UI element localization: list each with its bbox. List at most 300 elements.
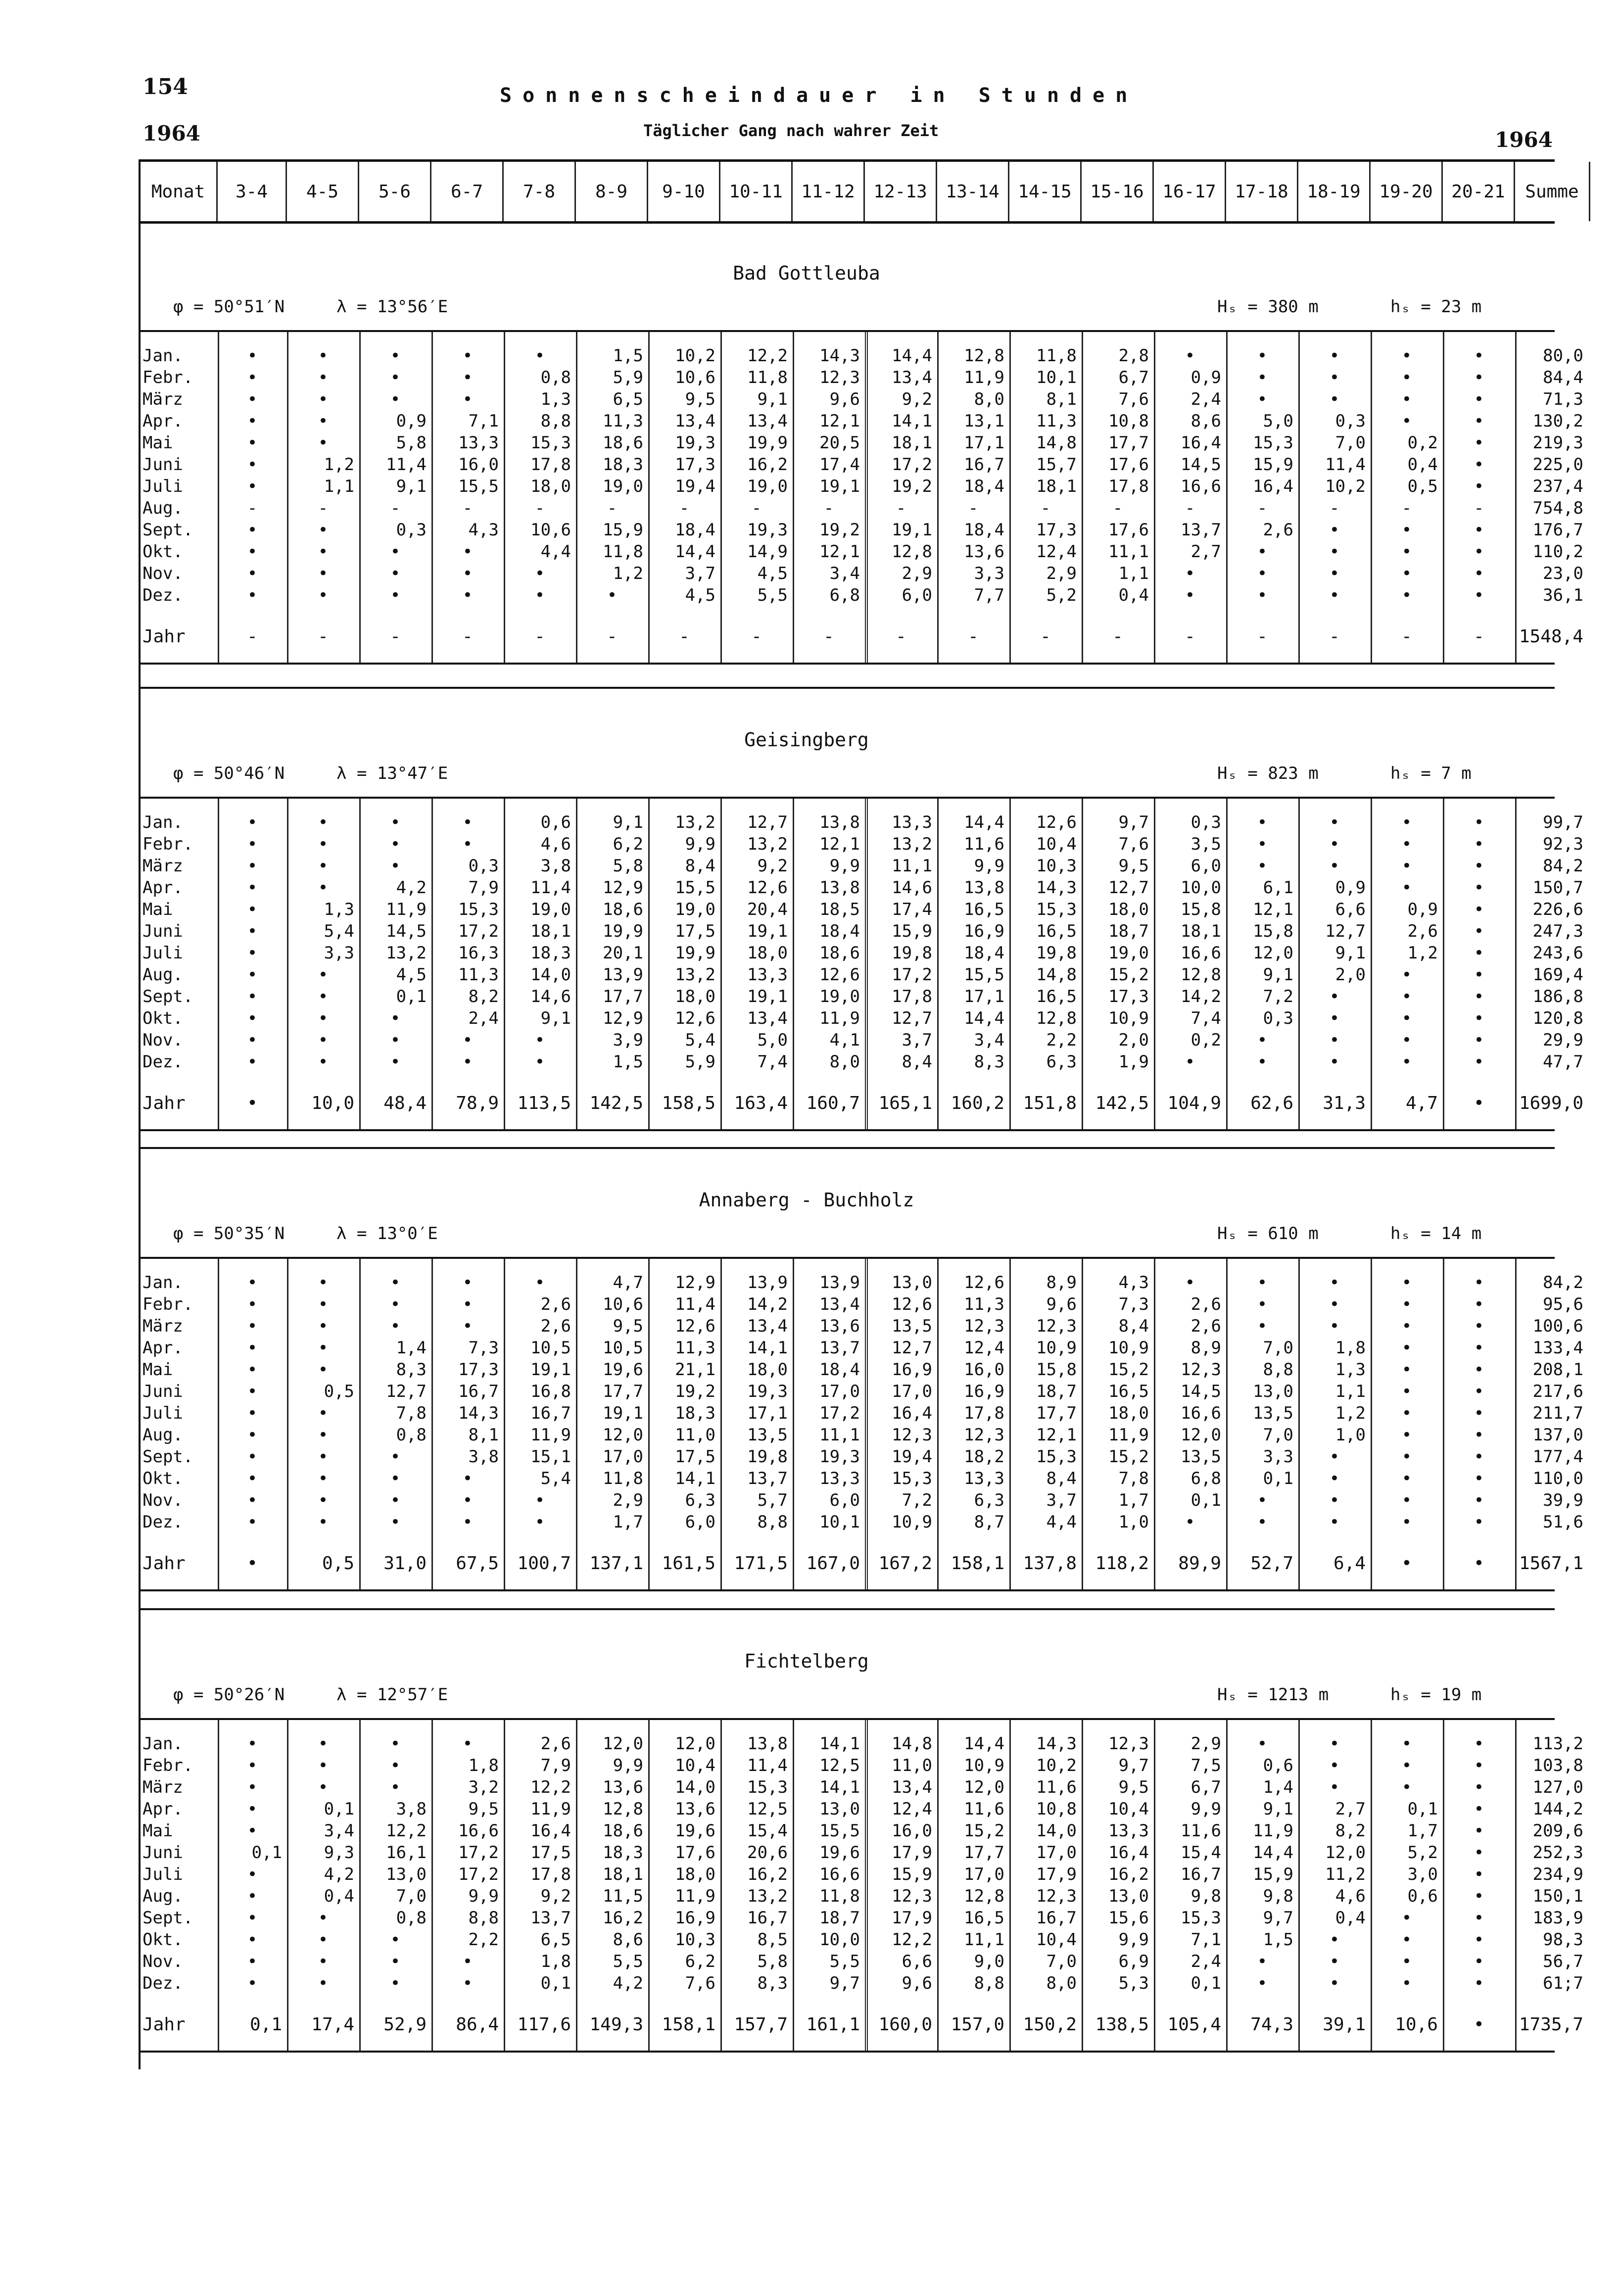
column-header-hour: 14-15 xyxy=(1009,162,1082,221)
hour-cell: 12,6 xyxy=(1036,813,1077,832)
hour-cell: 12,8 xyxy=(892,542,932,562)
hour-cell: • xyxy=(318,1469,329,1488)
hour-cell: 113,5 xyxy=(517,1093,571,1113)
hour-cell: 18,2 xyxy=(964,1447,1004,1467)
hour-cell: 5,9 xyxy=(685,1052,715,1072)
hour-cell: • xyxy=(1329,520,1340,540)
hour-cell: 18,4 xyxy=(819,921,860,941)
hour-cell: - xyxy=(607,626,618,647)
hour-cell: 9,7 xyxy=(1118,813,1149,832)
hour-cell: • xyxy=(318,433,329,453)
summe-cell: 133,4 xyxy=(1532,1338,1583,1358)
hour-cell: • xyxy=(318,520,329,540)
hour-cell: • xyxy=(462,1973,473,1993)
hour-cell: • xyxy=(1185,1512,1195,1532)
hour-cell: 1,3 xyxy=(1335,1360,1366,1380)
column-header-hour: 17-18 xyxy=(1226,162,1298,221)
hour-cell: 0,8 xyxy=(396,1425,427,1445)
hour-cell: • xyxy=(462,1512,473,1532)
hour-cell: 8,8 xyxy=(757,1512,788,1532)
hour-cell: 0,9 xyxy=(1407,900,1438,919)
hour-cell: • xyxy=(462,542,473,562)
hour-cell: • xyxy=(1329,1490,1340,1510)
station-height: Hₛ = 823 m xyxy=(1217,764,1319,783)
hour-cell: 0,1 xyxy=(1407,1799,1438,1819)
hour-cell: 16,6 xyxy=(1181,943,1221,963)
summe-cell: 103,8 xyxy=(1532,1756,1583,1775)
hour-cell: • xyxy=(462,585,473,605)
hour-cell: 12,0 xyxy=(964,1777,1004,1797)
hour-cell: 16,5 xyxy=(1108,1382,1149,1401)
hour-cell: 17,3 xyxy=(675,455,715,475)
hour-cell: • xyxy=(1401,1734,1412,1754)
hour-cell: 12,3 xyxy=(892,1425,932,1445)
hour-cell: • xyxy=(247,1952,258,1971)
hour-cell: 19,0 xyxy=(1108,943,1149,963)
hour-cell: 17,6 xyxy=(675,1843,715,1863)
hour-cell: 14,5 xyxy=(1181,455,1221,475)
hour-cell: 11,4 xyxy=(675,1294,715,1314)
hour-cell: • xyxy=(1257,1273,1268,1292)
summe-cell: 1567,1 xyxy=(1519,1553,1583,1574)
hour-cell: 0,6 xyxy=(1263,1756,1293,1775)
table-row xyxy=(139,1972,1583,1994)
hour-cell: • xyxy=(1329,1930,1340,1950)
hour-cell: 13,3 xyxy=(892,813,932,832)
hour-cell: 11,6 xyxy=(1181,1821,1221,1841)
summe-cell: 247,3 xyxy=(1532,921,1583,941)
hour-cell: 3,0 xyxy=(1407,1865,1438,1884)
hour-cell: • xyxy=(462,564,473,583)
hour-cell: 12,5 xyxy=(747,1799,788,1819)
hour-cell: - xyxy=(751,626,762,647)
table-row xyxy=(139,1315,1583,1337)
hour-cell: 13,4 xyxy=(747,1008,788,1028)
hour-cell: • xyxy=(390,389,401,409)
hour-cell: 15,9 xyxy=(1253,455,1293,475)
hour-cell: • xyxy=(318,1777,329,1797)
hour-cell: 151,8 xyxy=(1023,1093,1077,1113)
month-label: Nov. xyxy=(143,1490,183,1510)
hour-cell: 14,1 xyxy=(675,1469,715,1488)
hour-cell: • xyxy=(318,1512,329,1532)
hour-cell: • xyxy=(534,564,545,583)
hour-cell: 142,5 xyxy=(589,1093,643,1113)
hour-cell: 15,2 xyxy=(1108,965,1149,985)
hour-cell: 17,6 xyxy=(1108,520,1149,540)
hour-cell: 0,5 xyxy=(1407,477,1438,496)
hour-cell: • xyxy=(318,585,329,605)
summe-cell: 51,6 xyxy=(1543,1512,1583,1532)
hour-cell: 19,6 xyxy=(603,1360,643,1380)
summe-cell: 80,0 xyxy=(1543,346,1583,366)
hour-cell: 19,2 xyxy=(819,520,860,540)
hour-cell: • xyxy=(247,1799,258,1819)
hour-cell: • xyxy=(247,1338,258,1358)
hour-cell: • xyxy=(318,1490,329,1510)
hour-cell: 7,0 xyxy=(1263,1338,1293,1358)
hour-cell: • xyxy=(462,813,473,832)
hour-cell: • xyxy=(247,585,258,605)
hour-cell: • xyxy=(318,1052,329,1072)
hour-cell: 6,0 xyxy=(902,585,932,605)
hour-cell: - xyxy=(823,498,834,518)
hour-cell: • xyxy=(247,1093,258,1113)
hour-cell: • xyxy=(1474,813,1484,832)
hour-cell: 7,0 xyxy=(1046,1952,1077,1971)
hour-cell: 14,1 xyxy=(819,1777,860,1797)
hour-cell: 6,1 xyxy=(1263,878,1293,898)
hour-cell: • xyxy=(462,1294,473,1314)
hour-cell: 16,0 xyxy=(964,1360,1004,1380)
hour-cell: 20,6 xyxy=(747,1843,788,1863)
hour-cell: • xyxy=(1474,1316,1484,1336)
hour-cell: 12,1 xyxy=(819,411,860,431)
hour-cell: 15,1 xyxy=(530,1447,571,1467)
hour-cell: 11,9 xyxy=(386,900,427,919)
hour-cell: 2,6 xyxy=(540,1734,571,1754)
hour-cell: 39,1 xyxy=(1323,2014,1366,2035)
hour-cell: 13,9 xyxy=(819,1273,860,1292)
hour-cell: 171,5 xyxy=(734,1553,788,1574)
hour-cell: • xyxy=(1257,564,1268,583)
hour-cell: • xyxy=(1474,1273,1484,1292)
hour-cell: 4,6 xyxy=(1335,1886,1366,1906)
month-label: Jan. xyxy=(143,1273,183,1292)
hour-cell: - xyxy=(1040,498,1051,518)
month-label: Okt. xyxy=(143,1469,183,1488)
hour-cell: 16,6 xyxy=(1181,477,1221,496)
month-label: Juli xyxy=(143,943,183,963)
station-height: Hₛ = 1213 m xyxy=(1217,1685,1329,1705)
hour-cell: 10,9 xyxy=(1036,1338,1077,1358)
hour-cell: • xyxy=(1401,1512,1412,1532)
hour-cell: • xyxy=(390,813,401,832)
hour-cell: 13,4 xyxy=(675,411,715,431)
hour-cell: 0,3 xyxy=(1190,813,1221,832)
hour-cell: 9,8 xyxy=(1190,1886,1221,1906)
hour-cell: • xyxy=(247,1734,258,1754)
hour-cell: • xyxy=(1474,1403,1484,1423)
hour-cell: 9,9 xyxy=(1118,1930,1149,1950)
hour-cell: • xyxy=(1401,1382,1412,1401)
hour-cell: 8,0 xyxy=(1046,1973,1077,1993)
summe-cell: 92,3 xyxy=(1543,834,1583,854)
hour-cell: • xyxy=(1474,1756,1484,1775)
hour-cell: 15,2 xyxy=(1108,1447,1149,1467)
hour-cell: 1,2 xyxy=(613,564,643,583)
hour-cell: 12,9 xyxy=(603,878,643,898)
hour-cell: 16,6 xyxy=(1181,1403,1221,1423)
hour-cell: • xyxy=(1329,1952,1340,1971)
hour-cell: 4,3 xyxy=(468,520,499,540)
hour-cell: • xyxy=(1257,1490,1268,1510)
hour-cell: 14,8 xyxy=(1036,433,1077,453)
hour-cell: 10,0 xyxy=(1181,878,1221,898)
month-label: Aug. xyxy=(143,1886,183,1906)
hour-cell: 12,7 xyxy=(747,813,788,832)
hour-cell: 16,4 xyxy=(1108,1843,1149,1863)
hour-cell: • xyxy=(534,1490,545,1510)
hour-cell: 3,3 xyxy=(324,943,354,963)
hour-cell: 4,3 xyxy=(1118,1273,1149,1292)
summe-cell: 219,3 xyxy=(1532,433,1583,453)
hour-cell: 2,4 xyxy=(468,1008,499,1028)
hour-cell: 14,2 xyxy=(1181,987,1221,1006)
hour-cell: 13,2 xyxy=(675,965,715,985)
hour-cell: • xyxy=(247,1777,258,1797)
hour-cell: 12,6 xyxy=(675,1316,715,1336)
hour-cell: 16,4 xyxy=(892,1403,932,1423)
hour-cell: • xyxy=(1474,1821,1484,1841)
hour-cell: 19,3 xyxy=(675,433,715,453)
station-height: Hₛ = 610 m xyxy=(1217,1224,1319,1244)
hour-cell: 12,0 xyxy=(1181,1425,1221,1445)
hour-cell: 8,4 xyxy=(685,856,715,876)
month-label: März xyxy=(143,1777,183,1797)
hour-cell: • xyxy=(1257,1512,1268,1532)
hour-cell: - xyxy=(968,626,979,647)
hour-cell: • xyxy=(1329,813,1340,832)
hour-cell: 8,7 xyxy=(974,1512,1004,1532)
hour-cell: 9,5 xyxy=(468,1799,499,1819)
hour-cell: 4,4 xyxy=(540,542,571,562)
station-name: Bad Gottleuba xyxy=(733,262,880,284)
hour-cell: 19,0 xyxy=(675,900,715,919)
hour-cell: 14,6 xyxy=(892,878,932,898)
hour-cell: • xyxy=(1401,834,1412,854)
hour-cell: 14,4 xyxy=(964,1008,1004,1028)
hour-cell: 89,9 xyxy=(1178,1553,1221,1574)
hour-cell: 17,3 xyxy=(458,1360,499,1380)
hour-cell: 160,7 xyxy=(806,1093,860,1113)
hour-cell: 12,3 xyxy=(1036,1316,1077,1336)
hour-cell: 19,9 xyxy=(747,433,788,453)
hour-cell: 5,3 xyxy=(1118,1973,1149,1993)
hour-cell: 13,8 xyxy=(819,813,860,832)
month-label: März xyxy=(143,856,183,876)
hour-cell: 12,2 xyxy=(530,1777,571,1797)
hour-cell: 18,4 xyxy=(964,520,1004,540)
hour-cell: 14,3 xyxy=(1036,1734,1077,1754)
longitude: λ = 13°47′E xyxy=(336,764,448,783)
hour-cell: 17,7 xyxy=(1108,433,1149,453)
hour-cell: 2,7 xyxy=(1190,542,1221,562)
hour-cell: - xyxy=(318,626,329,647)
hour-cell: 12,0 xyxy=(603,1734,643,1754)
hour-cell: 9,7 xyxy=(1263,1908,1293,1928)
hour-cell: - xyxy=(1329,626,1340,647)
hour-cell: 13,4 xyxy=(892,368,932,387)
hour-cell: • xyxy=(390,1294,401,1314)
hour-cell: 12,1 xyxy=(1253,900,1293,919)
hour-cell: • xyxy=(1474,1447,1484,1467)
summe-cell: 47,7 xyxy=(1543,1052,1583,1072)
table-row xyxy=(139,1272,1583,1293)
hour-cell: 4,5 xyxy=(757,564,788,583)
hour-cell: 3,8 xyxy=(468,1447,499,1467)
hour-cell: 6,0 xyxy=(829,1490,860,1510)
summe-cell: 100,6 xyxy=(1532,1316,1583,1336)
hour-cell: 158,1 xyxy=(951,1553,1004,1574)
table-row xyxy=(139,812,1583,833)
month-label: Okt. xyxy=(143,1008,183,1028)
hour-cell: 160,2 xyxy=(951,1093,1004,1113)
hour-cell: • xyxy=(1257,1734,1268,1754)
hour-cell: 158,1 xyxy=(662,2014,715,2035)
hour-cell: • xyxy=(1401,878,1412,898)
hour-cell: 5,4 xyxy=(324,921,354,941)
hour-cell: 11,8 xyxy=(819,1886,860,1906)
hour-cell: 15,8 xyxy=(1253,921,1293,941)
month-label: Dez. xyxy=(143,1512,183,1532)
hour-cell: • xyxy=(1329,1469,1340,1488)
hour-cell: 17,0 xyxy=(892,1382,932,1401)
hour-cell: 15,3 xyxy=(530,433,571,453)
hour-cell: 12,2 xyxy=(386,1821,427,1841)
hour-cell: • xyxy=(1329,1294,1340,1314)
hour-cell: 2,6 xyxy=(1190,1294,1221,1314)
hour-cell: 0,6 xyxy=(540,813,571,832)
hour-cell: 14,4 xyxy=(1253,1843,1293,1863)
hour-cell: 7,0 xyxy=(1263,1425,1293,1445)
station-name: Geisingberg xyxy=(744,729,869,751)
month-label: Jahr xyxy=(143,2014,186,2035)
hour-cell: • xyxy=(1401,1273,1412,1292)
hour-cell: 0,1 xyxy=(1190,1973,1221,1993)
hour-cell: 15,9 xyxy=(892,1865,932,1884)
summe-cell: 176,7 xyxy=(1532,520,1583,540)
hour-cell: • xyxy=(607,585,618,605)
hour-cell: 12,3 xyxy=(964,1425,1004,1445)
summe-cell: 39,9 xyxy=(1543,1490,1583,1510)
month-label: Apr. xyxy=(143,411,183,431)
hour-cell: 8,8 xyxy=(540,411,571,431)
hour-cell: • xyxy=(1257,368,1268,387)
hour-cell: 12,8 xyxy=(964,346,1004,366)
hour-cell: • xyxy=(1257,1973,1268,1993)
hour-cell: 5,4 xyxy=(540,1469,571,1488)
hour-cell: 16,4 xyxy=(1181,433,1221,453)
hour-cell: 11,9 xyxy=(530,1799,571,1819)
hour-cell: 18,6 xyxy=(603,1821,643,1841)
hour-cell: 74,3 xyxy=(1250,2014,1293,2035)
hour-cell: 6,7 xyxy=(1118,368,1149,387)
hour-cell: • xyxy=(1329,1512,1340,1532)
month-label: Juni xyxy=(143,1843,183,1863)
hour-cell: 7,8 xyxy=(396,1403,427,1423)
hour-cell: 18,0 xyxy=(530,477,571,496)
hour-cell: • xyxy=(1329,1777,1340,1797)
hour-cell: 11,0 xyxy=(892,1756,932,1775)
summe-cell: 209,6 xyxy=(1532,1821,1583,1841)
hour-cell: • xyxy=(247,1316,258,1336)
hour-cell: 9,9 xyxy=(613,1756,643,1775)
column-header-monat: Monat xyxy=(139,162,218,221)
hour-cell: 11,9 xyxy=(675,1886,715,1906)
hour-cell: 13,0 xyxy=(892,1273,932,1292)
hour-cell: 1,2 xyxy=(1335,1403,1366,1423)
hour-cell: 10,2 xyxy=(1325,477,1366,496)
hour-cell: • xyxy=(390,346,401,366)
hour-cell: • xyxy=(1474,1930,1484,1950)
hour-cell: 12,9 xyxy=(603,1008,643,1028)
hour-cell: 13,7 xyxy=(819,1338,860,1358)
hour-cell: 18,0 xyxy=(675,1865,715,1884)
month-label: März xyxy=(143,389,183,409)
hour-cell: 12,6 xyxy=(964,1273,1004,1292)
hour-cell: • xyxy=(1257,1952,1268,1971)
hour-cell: 2,2 xyxy=(468,1930,499,1950)
hour-cell: 10,6 xyxy=(603,1294,643,1314)
hour-cell: 2,4 xyxy=(1190,1952,1221,1971)
hour-cell: 7,9 xyxy=(468,878,499,898)
hour-cell: 5,8 xyxy=(757,1952,788,1971)
hour-cell: 13,0 xyxy=(1253,1382,1293,1401)
hour-cell: 17,8 xyxy=(530,455,571,475)
hour-cell: 8,1 xyxy=(468,1425,499,1445)
hour-cell: 11,3 xyxy=(675,1338,715,1358)
hour-cell: • xyxy=(318,1756,329,1775)
hour-cell: 12,5 xyxy=(819,1756,860,1775)
month-label: Okt. xyxy=(143,1930,183,1950)
hour-cell: • xyxy=(1329,585,1340,605)
hour-cell: 16,7 xyxy=(964,455,1004,475)
hour-cell: - xyxy=(1112,626,1123,647)
hour-cell: 13,7 xyxy=(1181,520,1221,540)
month-label: Juli xyxy=(143,477,183,496)
hour-cell: 2,6 xyxy=(540,1316,571,1336)
hour-cell: 16,9 xyxy=(964,1382,1004,1401)
hour-cell: • xyxy=(390,834,401,854)
hour-cell: 0,4 xyxy=(1335,1908,1366,1928)
hour-cell: 15,2 xyxy=(1108,1360,1149,1380)
hour-cell: 11,1 xyxy=(964,1930,1004,1950)
hour-cell: • xyxy=(247,1403,258,1423)
hour-cell: 15,9 xyxy=(892,921,932,941)
hour-cell: 9,5 xyxy=(613,1316,643,1336)
table-row xyxy=(139,986,1583,1007)
hour-cell: 7,4 xyxy=(757,1052,788,1072)
hour-cell: 8,8 xyxy=(1263,1360,1293,1380)
hour-cell: 1,2 xyxy=(324,455,354,475)
summe-cell: 130,2 xyxy=(1532,411,1583,431)
hour-cell: • xyxy=(1329,1008,1340,1028)
hour-cell: • xyxy=(318,542,329,562)
column-header-hour: 9-10 xyxy=(648,162,720,221)
station-separator xyxy=(139,1608,1555,1610)
hour-cell: 11,1 xyxy=(892,856,932,876)
hour-cell: • xyxy=(318,1294,329,1314)
hour-cell: • xyxy=(1329,856,1340,876)
hour-cell: 2,4 xyxy=(1190,389,1221,409)
hour-cell: 16,5 xyxy=(1036,921,1077,941)
hour-cell: 0,3 xyxy=(468,856,499,876)
month-label: Sept. xyxy=(143,1447,193,1467)
hour-cell: • xyxy=(1474,1734,1484,1754)
hour-cell: 5,2 xyxy=(1407,1843,1438,1863)
hour-cell: • xyxy=(1401,389,1412,409)
hour-cell: 18,4 xyxy=(964,943,1004,963)
summe-cell: 120,8 xyxy=(1532,1008,1583,1028)
hour-cell: 19,2 xyxy=(892,477,932,496)
hour-cell: 1,5 xyxy=(613,1052,643,1072)
hour-cell: 18,3 xyxy=(530,943,571,963)
hour-cell: 7,8 xyxy=(1118,1469,1149,1488)
hour-cell: 5,7 xyxy=(757,1490,788,1510)
hour-cell: 18,4 xyxy=(964,477,1004,496)
hour-cell: 0,8 xyxy=(540,368,571,387)
